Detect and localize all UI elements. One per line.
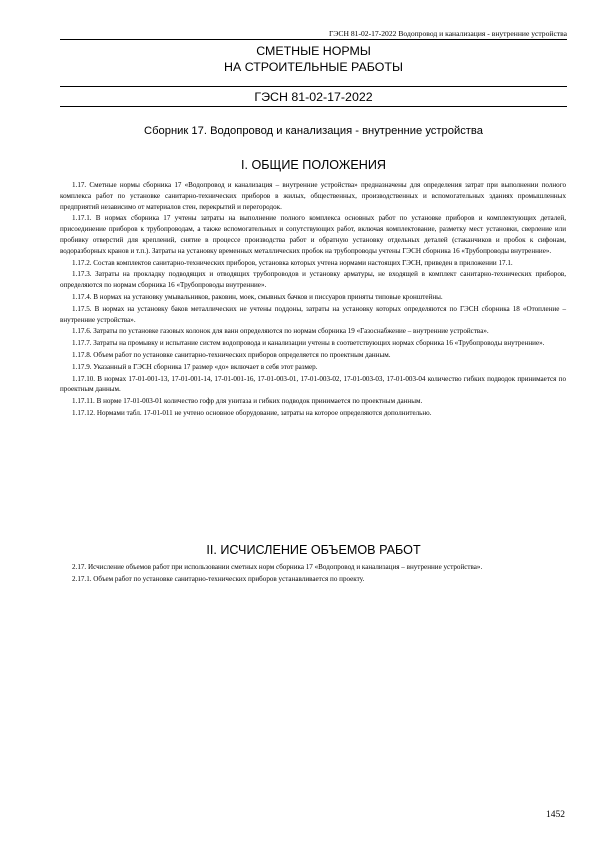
doc-code-top-rule xyxy=(60,86,567,87)
paragraph: 1.17. Сметные нормы сборника 17 «Водопровод и канализация – внутренние устройства» предназначены для определения затрат при выполнении полного комплекса работ по установке санитарно-технических приборов в жилых, общественных, производственных и вспомогательных зданиях промышленных предприятий независимо от материалов стен, перекрытий и перегородок. xyxy=(60,181,566,211)
doc-code-bottom-rule xyxy=(60,106,567,107)
header-rule xyxy=(60,39,567,40)
norms-title-line1: СМЕТНЫЕ НОРМЫ xyxy=(256,44,371,58)
paragraph: 1.17.8. Объем работ по установке санитарно-технических приборов определяется по проектным данным. xyxy=(72,350,391,359)
section-body-calculation xyxy=(60,562,566,586)
paragraph: 2.17. Исчисление объемов работ при использовании сметных норм сборника 17 «Водопровод и канализация – внутренние устройства». xyxy=(72,563,483,571)
paragraph: 2.17.1. Объем работ по установке санитарно-технических приборов устанавливается по проекту. xyxy=(72,574,365,583)
section-heading-calculation: II. ИСЧИСЛЕНИЕ ОБЪЕМОВ РАБОТ xyxy=(206,543,421,557)
paragraph: 1.17.4. В нормах на установку умывальников, раковин, моек, смывных бачков и писсуаров приняты типовые кронштейны. xyxy=(72,292,443,301)
paragraph: 1.17.2. Состав комплектов санитарно-технических приборов, установка которых учтена нормами настоящих ГЭСН, приведен в приложении 17.1. xyxy=(72,258,513,267)
paragraph: 1.17.12. Нормами табл. 17-01-011 не учтено основное оборудование, затраты на которое определяются дополнительно. xyxy=(72,408,432,417)
paragraph: 1.17.1. В нормах сборника 17 учтены затраты на выполнение полного комплекса основных работ по установке приборов и комплектующих деталей, присоединение приборов к трубопроводам, а также вспомогательных и сопутствующих работ, включая комплектование, разметку мест установки, сверление или пробивку отверстий для креплений, снятие в процессе производства работ и обратную установку отдельных деталей (стаканчиков и пробок к сифонам, водоразборных кранов и т.п.). Затраты на установку временных металлических пробок на трубопроводы учтены ГЭСН сборника 16 «Трубопроводы внутренние». xyxy=(60,214,566,255)
norms-title xyxy=(60,43,567,75)
paragraph: 1.17.10. В нормах 17-01-001-13, 17-01-001-14, 17-01-001-16, 17-01-003-01, 17-01-003-02, 17-01-003-03, 17-01-003-04 количество гибких подводок принимается по проектным данным. xyxy=(60,374,566,394)
paragraph: 1.17.9. Указанный в ГЭСН сборника 17 размер «до» включает в себя этот размер. xyxy=(72,362,318,371)
paragraph: 1.17.5. В нормах на установку баков металлических не учтены поддоны, затраты на установку которых определяются по ГЭСН сборника 18 «Отопление – внутренние устройства». xyxy=(60,304,566,324)
paragraph: 1.17.7. Затраты на промывку и испытание систем водопровода и канализации учтены в соответствующих нормах сборника 16 «Трубопроводы внутренние». xyxy=(72,339,545,348)
paragraph: 1.17.11. В норме 17-01-003-01 количество гофр для унитаза и гибких подводок принимается по проектным данным. xyxy=(72,397,423,406)
norms-title-line2: НА СТРОИТЕЛЬНЫЕ РАБОТЫ xyxy=(224,60,403,74)
section-body-general xyxy=(60,180,566,420)
page-number: 1452 xyxy=(546,810,565,820)
paragraph: 1.17.6. Затраты по установке газовых колонок для ванн определяются по нормам сборника 19 «Газоснабжение – внутренние устройства». xyxy=(72,327,489,336)
running-header: ГЭСН 81-02-17-2022 Водопровод и канализация - внутренние устройства xyxy=(329,29,567,38)
paragraph: 1.17.3. Затраты на прокладку подводящих и отводящих трубопроводов и установку арматуры, не входящей в комплект санитарно-технических приборов, определяются по нормам сборника 16 «Трубопроводы внутренние». xyxy=(60,270,566,290)
section-heading-general: I. ОБЩИЕ ПОЛОЖЕНИЯ xyxy=(240,158,387,172)
doc-code: ГЭСН 81-02-17-2022 xyxy=(254,90,373,104)
collection-title: Сборник 17. Водопровод и канализация - внутренние устройства xyxy=(144,125,483,137)
